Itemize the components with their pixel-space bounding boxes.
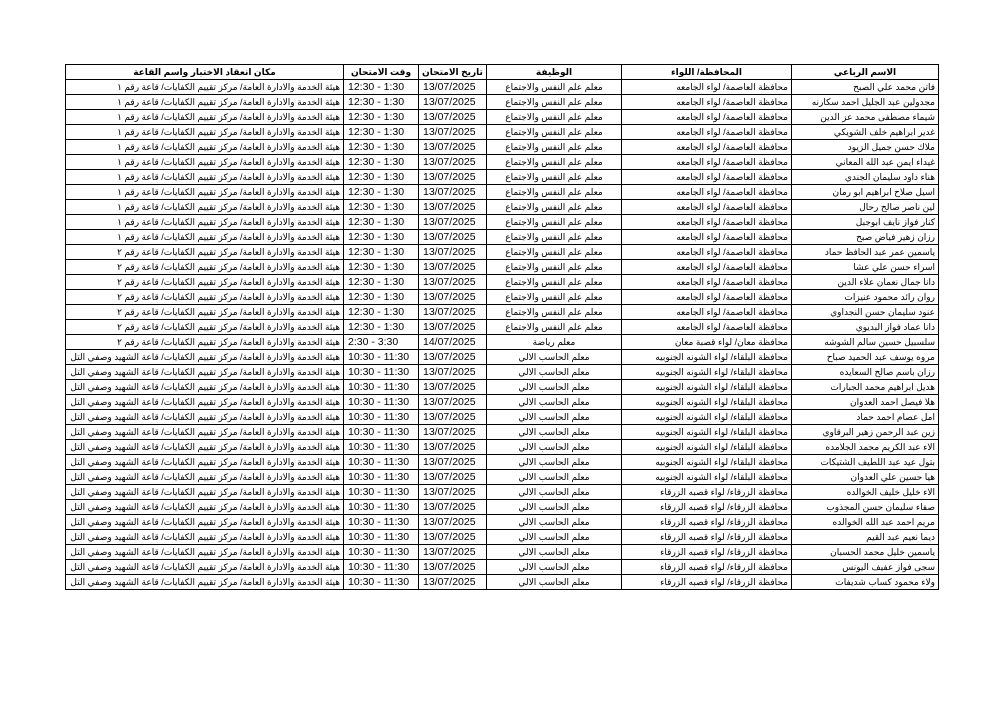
table-row bbox=[66, 335, 939, 350]
exam-time-cell: 10:30 - 11:30 bbox=[344, 440, 419, 455]
governorate-cell: محافظة البلقاء/ لواء الشونه الجنوبيه bbox=[622, 425, 792, 440]
governorate-cell: محافظة البلقاء/ لواء الشونه الجنوبيه bbox=[622, 365, 792, 380]
job-title-cell: معلم الحاسب الالي bbox=[487, 560, 622, 575]
exam-time-cell: 10:30 - 11:30 bbox=[344, 380, 419, 395]
job-title-cell: معلم الحاسب الالي bbox=[487, 470, 622, 485]
full-name-cell: الاء خليل خليف الخوالده bbox=[792, 485, 939, 500]
table-row bbox=[66, 365, 939, 380]
exam-date-cell: 13/07/2025 bbox=[419, 185, 487, 200]
governorate-cell: محافظة الزرقاء/ لواء قصبه الزرقاء bbox=[622, 560, 792, 575]
full-name-cell: شيماء مصطفى محمد عز الدين bbox=[792, 110, 939, 125]
table-row bbox=[66, 455, 939, 470]
table-row bbox=[66, 155, 939, 170]
table-row bbox=[66, 350, 939, 365]
governorate-cell: محافظة البلقاء/ لواء الشونه الجنوبيه bbox=[622, 380, 792, 395]
exam-location-cell: هيئة الخدمة والادارة العامة/ مركز تقييم الكفايات/ قاعة الشهيد وصفي التل bbox=[66, 500, 344, 515]
table-row bbox=[66, 290, 939, 305]
governorate-cell: محافظة الزرقاء/ لواء قصبه الزرقاء bbox=[622, 485, 792, 500]
table-row bbox=[66, 470, 939, 485]
full-name-cell: هيا حسين علي العدوان bbox=[792, 470, 939, 485]
job-title-cell: معلم الحاسب الالي bbox=[487, 380, 622, 395]
job-title-cell: معلم علم النفس والاجتماع bbox=[487, 320, 622, 335]
full-name-cell: مريم احمد عبد الله الخوالده bbox=[792, 515, 939, 530]
table-row bbox=[66, 110, 939, 125]
exam-time-cell: 2:30 - 3:30 bbox=[344, 335, 419, 350]
table-row bbox=[66, 440, 939, 455]
exam-date-cell: 13/07/2025 bbox=[419, 455, 487, 470]
exam-time-cell: 10:30 - 11:30 bbox=[344, 575, 419, 590]
exam-location-cell: هيئة الخدمة والادارة العامة/ مركز تقييم الكفايات/ قاعة رقم ٢ bbox=[66, 275, 344, 290]
job-title-cell: معلم علم النفس والاجتماع bbox=[487, 230, 622, 245]
full-name-cell: هديل ابراهيم محمد الجبارات bbox=[792, 380, 939, 395]
exam-date-cell: 13/07/2025 bbox=[419, 260, 487, 275]
exam-time-cell: 10:30 - 11:30 bbox=[344, 455, 419, 470]
table-row bbox=[66, 275, 939, 290]
full-name-cell: الاء عبد الكريم محمد الجلامده bbox=[792, 440, 939, 455]
exam-date-cell: 13/07/2025 bbox=[419, 215, 487, 230]
exam-date-cell: 13/07/2025 bbox=[419, 560, 487, 575]
exam-date-cell: 14/07/2025 bbox=[419, 335, 487, 350]
exam-time-cell: 12:30 - 1:30 bbox=[344, 275, 419, 290]
exam-time-cell: 12:30 - 1:30 bbox=[344, 95, 419, 110]
exam-time-cell: 10:30 - 11:30 bbox=[344, 515, 419, 530]
governorate-cell: محافظة العاصمة/ لواء الجامعه bbox=[622, 125, 792, 140]
table-row bbox=[66, 305, 939, 320]
exam-date-cell: 13/07/2025 bbox=[419, 395, 487, 410]
governorate-cell: محافظة العاصمة/ لواء الجامعه bbox=[622, 170, 792, 185]
table-row bbox=[66, 410, 939, 425]
exam-time-cell: 12:30 - 1:30 bbox=[344, 80, 419, 95]
exam-location-cell: هيئة الخدمة والادارة العامة/ مركز تقييم الكفايات/ قاعة رقم ١ bbox=[66, 80, 344, 95]
exam-location-cell: هيئة الخدمة والادارة العامة/ مركز تقييم الكفايات/ قاعة الشهيد وصفي التل bbox=[66, 410, 344, 425]
exam-location-cell: هيئة الخدمة والادارة العامة/ مركز تقييم الكفايات/ قاعة الشهيد وصفي التل bbox=[66, 425, 344, 440]
full-name-cell: كنار فواز نايف ابوجبل bbox=[792, 215, 939, 230]
governorate-cell: محافظة العاصمة/ لواء الجامعه bbox=[622, 275, 792, 290]
job-title-cell: معلم الحاسب الالي bbox=[487, 530, 622, 545]
full-name-cell: امل عصام احمد حماد bbox=[792, 410, 939, 425]
governorate-cell: محافظة البلقاء/ لواء الشونه الجنوبيه bbox=[622, 410, 792, 425]
exam-location-cell: هيئة الخدمة والادارة العامة/ مركز تقييم الكفايات/ قاعة الشهيد وصفي التل bbox=[66, 575, 344, 590]
exam-date-cell: 13/07/2025 bbox=[419, 200, 487, 215]
governorate-cell: محافظة الزرقاء/ لواء قصبه الزرقاء bbox=[622, 500, 792, 515]
job-title-cell: معلم علم النفس والاجتماع bbox=[487, 95, 622, 110]
exam-location-cell: هيئة الخدمة والادارة العامة/ مركز تقييم الكفايات/ قاعة الشهيد وصفي التل bbox=[66, 455, 344, 470]
exam-location-cell: هيئة الخدمة والادارة العامة/ مركز تقييم الكفايات/ قاعة الشهيد وصفي التل bbox=[66, 365, 344, 380]
job-title-cell: معلم الحاسب الالي bbox=[487, 545, 622, 560]
full-name-cell: غدير ابراهيم خلف الشويكي bbox=[792, 125, 939, 140]
governorate-cell: محافظة العاصمة/ لواء الجامعه bbox=[622, 305, 792, 320]
exam-location-cell: هيئة الخدمة والادارة العامة/ مركز تقييم الكفايات/ قاعة رقم ١ bbox=[66, 155, 344, 170]
full-name-cell: فاتن محمد علي الصبح bbox=[792, 80, 939, 95]
exam-location-cell: هيئة الخدمة والادارة العامة/ مركز تقييم الكفايات/ قاعة رقم ٢ bbox=[66, 320, 344, 335]
governorate-cell: محافظة العاصمة/ لواء الجامعه bbox=[622, 80, 792, 95]
exam-location-cell: هيئة الخدمة والادارة العامة/ مركز تقييم الكفايات/ قاعة الشهيد وصفي التل bbox=[66, 485, 344, 500]
table-row bbox=[66, 530, 939, 545]
job-title-cell: معلم الحاسب الالي bbox=[487, 440, 622, 455]
job-title-cell: معلم علم النفس والاجتماع bbox=[487, 305, 622, 320]
job-title-cell: معلم علم النفس والاجتماع bbox=[487, 215, 622, 230]
table-row bbox=[66, 320, 939, 335]
table-row bbox=[66, 95, 939, 110]
exam-location-cell: هيئة الخدمة والادارة العامة/ مركز تقييم الكفايات/ قاعة رقم ١ bbox=[66, 95, 344, 110]
header-row bbox=[66, 65, 939, 80]
full-name-cell: مروه يوسف عبد الحميد صباح bbox=[792, 350, 939, 365]
job-title-cell: معلم الحاسب الالي bbox=[487, 395, 622, 410]
table-row bbox=[66, 485, 939, 500]
exam-date-cell: 13/07/2025 bbox=[419, 275, 487, 290]
table-row bbox=[66, 560, 939, 575]
governorate-cell: محافظة العاصمة/ لواء الجامعه bbox=[622, 260, 792, 275]
job-title-cell: معلم الحاسب الالي bbox=[487, 515, 622, 530]
governorate-cell: محافظة العاصمة/ لواء الجامعه bbox=[622, 95, 792, 110]
exam-time-cell: 12:30 - 1:30 bbox=[344, 170, 419, 185]
exam-time-cell: 12:30 - 1:30 bbox=[344, 320, 419, 335]
full-name-cell: هلا فيصل احمد العدوان bbox=[792, 395, 939, 410]
governorate-cell: محافظة معان/ لواء قصبة معان bbox=[622, 335, 792, 350]
exam-time-cell: 10:30 - 11:30 bbox=[344, 560, 419, 575]
full-name-cell: دانا جمال نعمان علاء الدين bbox=[792, 275, 939, 290]
header-governorate: المحافظة/ اللواء bbox=[622, 65, 792, 80]
exam-location-cell: هيئة الخدمة والادارة العامة/ مركز تقييم الكفايات/ قاعة رقم ٢ bbox=[66, 305, 344, 320]
exam-date-cell: 13/07/2025 bbox=[419, 515, 487, 530]
table-row bbox=[66, 515, 939, 530]
exam-location-cell: هيئة الخدمة والادارة العامة/ مركز تقييم الكفايات/ قاعة الشهيد وصفي التل bbox=[66, 560, 344, 575]
exam-location-cell: هيئة الخدمة والادارة العامة/ مركز تقييم الكفايات/ قاعة الشهيد وصفي التل bbox=[66, 470, 344, 485]
job-title-cell: معلم الحاسب الالي bbox=[487, 365, 622, 380]
governorate-cell: محافظة العاصمة/ لواء الجامعه bbox=[622, 320, 792, 335]
job-title-cell: معلم علم النفس والاجتماع bbox=[487, 200, 622, 215]
full-name-cell: ولاء محمود كساب شديفات bbox=[792, 575, 939, 590]
governorate-cell: محافظة البلقاء/ لواء الشونه الجنوبيه bbox=[622, 440, 792, 455]
governorate-cell: محافظة الزرقاء/ لواء قصبه الزرقاء bbox=[622, 575, 792, 590]
exam-location-cell: هيئة الخدمة والادارة العامة/ مركز تقييم الكفايات/ قاعة رقم ٢ bbox=[66, 335, 344, 350]
exam-time-cell: 12:30 - 1:30 bbox=[344, 110, 419, 125]
full-name-cell: ياسمين خليل محمد الحسبان bbox=[792, 545, 939, 560]
exam-date-cell: 13/07/2025 bbox=[419, 575, 487, 590]
job-title-cell: معلم علم النفس والاجتماع bbox=[487, 170, 622, 185]
exam-location-cell: هيئة الخدمة والادارة العامة/ مركز تقييم الكفايات/ قاعة رقم ١ bbox=[66, 230, 344, 245]
full-name-cell: لين ناصر صالح رحال bbox=[792, 200, 939, 215]
job-title-cell: معلم الحاسب الالي bbox=[487, 425, 622, 440]
header-time: وقت الامتحان bbox=[344, 65, 419, 80]
governorate-cell: محافظة البلقاء/ لواء الشونه الجنوبيه bbox=[622, 455, 792, 470]
job-title-cell: معلم الحاسب الالي bbox=[487, 455, 622, 470]
exam-location-cell: هيئة الخدمة والادارة العامة/ مركز تقييم الكفايات/ قاعة رقم ١ bbox=[66, 125, 344, 140]
exam-date-cell: 13/07/2025 bbox=[419, 485, 487, 500]
header-date: تاريخ الامتحان bbox=[419, 65, 487, 80]
exam-time-cell: 12:30 - 1:30 bbox=[344, 155, 419, 170]
governorate-cell: محافظة العاصمة/ لواء الجامعه bbox=[622, 155, 792, 170]
table-row bbox=[66, 260, 939, 275]
job-title-cell: معلم علم النفس والاجتماع bbox=[487, 110, 622, 125]
table-row bbox=[66, 230, 939, 245]
job-title-cell: معلم علم النفس والاجتماع bbox=[487, 260, 622, 275]
exam-date-cell: 13/07/2025 bbox=[419, 500, 487, 515]
exam-location-cell: هيئة الخدمة والادارة العامة/ مركز تقييم الكفايات/ قاعة رقم ١ bbox=[66, 215, 344, 230]
full-name-cell: دانا عماد فواز البديوي bbox=[792, 320, 939, 335]
exam-location-cell: هيئة الخدمة والادارة العامة/ مركز تقييم الكفايات/ قاعة الشهيد وصفي التل bbox=[66, 530, 344, 545]
governorate-cell: محافظة البلقاء/ لواء الشونه الجنوبيه bbox=[622, 395, 792, 410]
exam-date-cell: 13/07/2025 bbox=[419, 95, 487, 110]
exam-date-cell: 13/07/2025 bbox=[419, 245, 487, 260]
full-name-cell: اسراء حسن علي عشا bbox=[792, 260, 939, 275]
job-title-cell: معلم الحاسب الالي bbox=[487, 410, 622, 425]
job-title-cell: معلم الحاسب الالي bbox=[487, 350, 622, 365]
job-title-cell: معلم علم النفس والاجتماع bbox=[487, 290, 622, 305]
table-row bbox=[66, 575, 939, 590]
full-name-cell: ياسمين عمر عبد الحافظ حماد bbox=[792, 245, 939, 260]
full-name-cell: عنود سليمان حسن النجداوي bbox=[792, 305, 939, 320]
exam-time-cell: 10:30 - 11:30 bbox=[344, 485, 419, 500]
exam-time-cell: 12:30 - 1:30 bbox=[344, 140, 419, 155]
full-name-cell: سجى فواز عفيف اليونس bbox=[792, 560, 939, 575]
exam-time-cell: 10:30 - 11:30 bbox=[344, 365, 419, 380]
full-name-cell: رزان باسم صالح السعايده bbox=[792, 365, 939, 380]
exam-date-cell: 13/07/2025 bbox=[419, 80, 487, 95]
exam-location-cell: هيئة الخدمة والادارة العامة/ مركز تقييم الكفايات/ قاعة الشهيد وصفي التل bbox=[66, 395, 344, 410]
job-title-cell: معلم علم النفس والاجتماع bbox=[487, 245, 622, 260]
exam-time-cell: 12:30 - 1:30 bbox=[344, 305, 419, 320]
governorate-cell: محافظة العاصمة/ لواء الجامعه bbox=[622, 215, 792, 230]
exam-location-cell: هيئة الخدمة والادارة العامة/ مركز تقييم الكفايات/ قاعة رقم ٢ bbox=[66, 290, 344, 305]
exam-location-cell: هيئة الخدمة والادارة العامة/ مركز تقييم الكفايات/ قاعة رقم ١ bbox=[66, 110, 344, 125]
table-row bbox=[66, 80, 939, 95]
table-row bbox=[66, 125, 939, 140]
exam-time-cell: 10:30 - 11:30 bbox=[344, 545, 419, 560]
exam-date-cell: 13/07/2025 bbox=[419, 320, 487, 335]
exam-date-cell: 13/07/2025 bbox=[419, 125, 487, 140]
exam-location-cell: هيئة الخدمة والادارة العامة/ مركز تقييم الكفايات/ قاعة الشهيد وصفي التل bbox=[66, 440, 344, 455]
governorate-cell: محافظة العاصمة/ لواء الجامعه bbox=[622, 140, 792, 155]
exam-time-cell: 12:30 - 1:30 bbox=[344, 200, 419, 215]
exam-date-cell: 13/07/2025 bbox=[419, 110, 487, 125]
full-name-cell: بتول عيد عبد اللطيف الشتيكات bbox=[792, 455, 939, 470]
full-name-cell: غيداء ايمن عبد الله المعاني bbox=[792, 155, 939, 170]
exam-location-cell: هيئة الخدمة والادارة العامة/ مركز تقييم الكفايات/ قاعة رقم ١ bbox=[66, 170, 344, 185]
governorate-cell: محافظة البلقاء/ لواء الشونه الجنوبيه bbox=[622, 470, 792, 485]
exam-location-cell: هيئة الخدمة والادارة العامة/ مركز تقييم الكفايات/ قاعة رقم ٢ bbox=[66, 245, 344, 260]
exam-time-cell: 10:30 - 11:30 bbox=[344, 530, 419, 545]
exam-location-cell: هيئة الخدمة والادارة العامة/ مركز تقييم الكفايات/ قاعة الشهيد وصفي التل bbox=[66, 380, 344, 395]
exam-date-cell: 13/07/2025 bbox=[419, 440, 487, 455]
exam-time-cell: 12:30 - 1:30 bbox=[344, 260, 419, 275]
table-row bbox=[66, 545, 939, 560]
exam-time-cell: 12:30 - 1:30 bbox=[344, 125, 419, 140]
table-row bbox=[66, 500, 939, 515]
exam-date-cell: 13/07/2025 bbox=[419, 230, 487, 245]
exam-date-cell: 13/07/2025 bbox=[419, 425, 487, 440]
full-name-cell: اسيل صلاح ابراهيم ابو رمان bbox=[792, 185, 939, 200]
exam-location-cell: هيئة الخدمة والادارة العامة/ مركز تقييم الكفايات/ قاعة رقم ١ bbox=[66, 185, 344, 200]
exam-location-cell: هيئة الخدمة والادارة العامة/ مركز تقييم الكفايات/ قاعة الشهيد وصفي التل bbox=[66, 515, 344, 530]
full-name-cell: زين عبد الرحمن زهير البرقاوي bbox=[792, 425, 939, 440]
exam-date-cell: 13/07/2025 bbox=[419, 170, 487, 185]
job-title-cell: معلم علم النفس والاجتماع bbox=[487, 185, 622, 200]
exam-date-cell: 13/07/2025 bbox=[419, 365, 487, 380]
full-name-cell: مجدولين عبد الجليل احمد سكارنه bbox=[792, 95, 939, 110]
exam-date-cell: 13/07/2025 bbox=[419, 530, 487, 545]
governorate-cell: محافظة العاصمة/ لواء الجامعه bbox=[622, 110, 792, 125]
governorate-cell: محافظة العاصمة/ لواء الجامعه bbox=[622, 245, 792, 260]
exam-time-cell: 12:30 - 1:30 bbox=[344, 215, 419, 230]
job-title-cell: معلم الحاسب الالي bbox=[487, 575, 622, 590]
job-title-cell: معلم علم النفس والاجتماع bbox=[487, 275, 622, 290]
full-name-cell: ديما نعيم عبد القيم bbox=[792, 530, 939, 545]
exam-date-cell: 13/07/2025 bbox=[419, 380, 487, 395]
exam-location-cell: هيئة الخدمة والادارة العامة/ مركز تقييم الكفايات/ قاعة الشهيد وصفي التل bbox=[66, 350, 344, 365]
table-row bbox=[66, 215, 939, 230]
governorate-cell: محافظة الزرقاء/ لواء قصبه الزرقاء bbox=[622, 545, 792, 560]
job-title-cell: معلم الحاسب الالي bbox=[487, 485, 622, 500]
job-title-cell: معلم علم النفس والاجتماع bbox=[487, 155, 622, 170]
governorate-cell: محافظة العاصمة/ لواء الجامعه bbox=[622, 200, 792, 215]
full-name-cell: هناء داود سليمان الجندي bbox=[792, 170, 939, 185]
table-row bbox=[66, 395, 939, 410]
exam-date-cell: 13/07/2025 bbox=[419, 410, 487, 425]
governorate-cell: محافظة الزرقاء/ لواء قصبه الزرقاء bbox=[622, 530, 792, 545]
governorate-cell: محافظة الزرقاء/ لواء قصبه الزرقاء bbox=[622, 515, 792, 530]
table-row bbox=[66, 170, 939, 185]
governorate-cell: محافظة البلقاء/ لواء الشونه الجنوبيه bbox=[622, 350, 792, 365]
exam-schedule-table bbox=[65, 64, 939, 590]
governorate-cell: محافظة العاصمة/ لواء الجامعه bbox=[622, 290, 792, 305]
exam-date-cell: 13/07/2025 bbox=[419, 350, 487, 365]
exam-time-cell: 12:30 - 1:30 bbox=[344, 185, 419, 200]
full-name-cell: ملاك حسن جميل الزيود bbox=[792, 140, 939, 155]
job-title-cell: معلم الحاسب الالي bbox=[487, 500, 622, 515]
exam-time-cell: 10:30 - 11:30 bbox=[344, 425, 419, 440]
full-name-cell: روان رائد محمود عنيزات bbox=[792, 290, 939, 305]
exam-date-cell: 13/07/2025 bbox=[419, 305, 487, 320]
header-place: مكان انعقاد الاختبار واسم القاعة bbox=[66, 65, 344, 80]
table-row bbox=[66, 380, 939, 395]
exam-time-cell: 12:30 - 1:30 bbox=[344, 230, 419, 245]
exam-location-cell: هيئة الخدمة والادارة العامة/ مركز تقييم الكفايات/ قاعة رقم ٢ bbox=[66, 260, 344, 275]
governorate-cell: محافظة العاصمة/ لواء الجامعه bbox=[622, 185, 792, 200]
full-name-cell: صفاء سليمان حسن المجذوب bbox=[792, 500, 939, 515]
exam-location-cell: هيئة الخدمة والادارة العامة/ مركز تقييم الكفايات/ قاعة الشهيد وصفي التل bbox=[66, 545, 344, 560]
exam-date-cell: 13/07/2025 bbox=[419, 545, 487, 560]
job-title-cell: معلم علم النفس والاجتماع bbox=[487, 80, 622, 95]
table-row bbox=[66, 245, 939, 260]
exam-time-cell: 12:30 - 1:30 bbox=[344, 290, 419, 305]
job-title-cell: معلم علم النفس والاجتماع bbox=[487, 125, 622, 140]
exam-time-cell: 10:30 - 11:30 bbox=[344, 410, 419, 425]
governorate-cell: محافظة العاصمة/ لواء الجامعه bbox=[622, 230, 792, 245]
exam-location-cell: هيئة الخدمة والادارة العامة/ مركز تقييم الكفايات/ قاعة رقم ١ bbox=[66, 140, 344, 155]
exam-time-cell: 10:30 - 11:30 bbox=[344, 470, 419, 485]
full-name-cell: رزان زهير فياض صبح bbox=[792, 230, 939, 245]
job-title-cell: معلم رياضة bbox=[487, 335, 622, 350]
exam-location-cell: هيئة الخدمة والادارة العامة/ مركز تقييم الكفايات/ قاعة رقم ١ bbox=[66, 200, 344, 215]
exam-time-cell: 10:30 - 11:30 bbox=[344, 500, 419, 515]
exam-time-cell: 10:30 - 11:30 bbox=[344, 350, 419, 365]
exam-date-cell: 13/07/2025 bbox=[419, 155, 487, 170]
exam-date-cell: 13/07/2025 bbox=[419, 140, 487, 155]
job-title-cell: معلم علم النفس والاجتماع bbox=[487, 140, 622, 155]
full-name-cell: سلسبيل حسين سالم الشوشه bbox=[792, 335, 939, 350]
header-name: الاسم الرباعي bbox=[792, 65, 939, 80]
table-row bbox=[66, 200, 939, 215]
table-row bbox=[66, 185, 939, 200]
exam-time-cell: 12:30 - 1:30 bbox=[344, 245, 419, 260]
exam-time-cell: 10:30 - 11:30 bbox=[344, 395, 419, 410]
exam-date-cell: 13/07/2025 bbox=[419, 290, 487, 305]
header-job: الوظيفة bbox=[487, 65, 622, 80]
exam-date-cell: 13/07/2025 bbox=[419, 470, 487, 485]
table-row bbox=[66, 140, 939, 155]
table-row bbox=[66, 425, 939, 440]
